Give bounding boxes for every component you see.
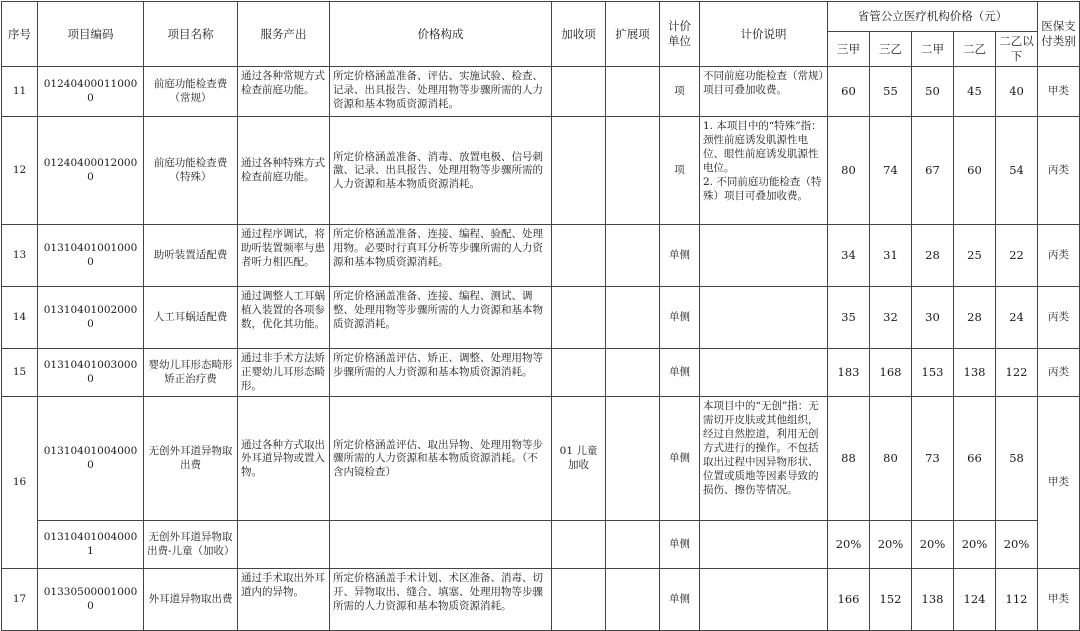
table-row	[2, 569, 1080, 631]
cell-insurance: 丙类	[1038, 349, 1080, 397]
cell-price: 66	[954, 397, 996, 521]
cell-ext	[606, 117, 660, 225]
cell-price: 58	[996, 397, 1038, 521]
cell-name: 人工耳蜗适配费	[144, 287, 238, 349]
cell-price: 80	[828, 117, 870, 225]
cell-price: 166	[828, 569, 870, 631]
cell-price: 20%	[996, 521, 1038, 569]
col-header-price-comp: 价格构成	[330, 2, 552, 67]
cell-surcharge	[552, 349, 606, 397]
cell-insurance: 甲类	[1038, 67, 1080, 117]
header-row	[2, 2, 1080, 32]
table-row	[2, 67, 1080, 117]
cell-output: 通过手术取出外耳道内的异物。	[238, 569, 330, 631]
cell-price-comp	[330, 521, 552, 569]
cell-price: 60	[954, 117, 996, 225]
cell-code: 012404000120000	[38, 117, 144, 225]
cell-surcharge	[552, 117, 606, 225]
cell-price: 34	[828, 225, 870, 287]
cell-code: 013104010010000	[38, 225, 144, 287]
cell-insurance: 丙类	[1038, 225, 1080, 287]
cell-ext	[606, 287, 660, 349]
cell-price: 168	[870, 349, 912, 397]
cell-output: 通过各种常规方式检查前庭功能。	[238, 67, 330, 117]
cell-output: 通过各种方式取出外耳道异物或置入物。	[238, 397, 330, 521]
cell-price: 24	[996, 287, 1038, 349]
cell-surcharge	[552, 569, 606, 631]
tier-header: 三甲	[828, 32, 870, 67]
cell-price-comp: 所定价格涵盖准备、连接、编程、验配、处理用物。必要时行真耳分析等步骤所需的人力资源和基本物质资源消耗。	[330, 225, 552, 287]
cell-price: 25	[954, 225, 996, 287]
cell-unit: 单侧	[660, 569, 700, 631]
cell-desc	[700, 569, 828, 631]
cell-price: 124	[954, 569, 996, 631]
cell-price: 138	[954, 349, 996, 397]
cell-seq: 16	[2, 397, 38, 569]
cell-price-comp: 所定价格涵盖准备、连接、编程、测试、调整、处理用物等步骤所需的人力资源和基本物质资源消耗。	[330, 287, 552, 349]
cell-output: 通过程序调试，将助听装置频率与患者听力相匹配。	[238, 225, 330, 287]
cell-price-comp: 所定价格涵盖手术计划、术区准备、消毒、切开、异物取出、缝合、填塞、处理用物等步骤所需的人力资源和基本物质资源消耗。	[330, 569, 552, 631]
table-row	[2, 225, 1080, 287]
col-header-insurance: 医保支付类别	[1038, 2, 1080, 67]
col-header-ext: 扩展项	[606, 2, 660, 67]
cell-seq: 15	[2, 349, 38, 397]
cell-price: 28	[912, 225, 954, 287]
table-row	[2, 521, 1080, 569]
cell-price: 54	[996, 117, 1038, 225]
cell-ext	[606, 349, 660, 397]
cell-name: 婴幼儿耳形态畸形矫正治疗费	[144, 349, 238, 397]
cell-price: 32	[870, 287, 912, 349]
cell-ext	[606, 67, 660, 117]
cell-desc: 1. 本项目中的“特殊”指：颈性前庭诱发肌源性电位、眼性前庭诱发肌源性电位。 2. 不同前庭功能检查（特殊）项目可叠加收费。	[700, 117, 828, 225]
cell-desc: 不同前庭功能检查（常规）项目可叠加收费。	[700, 67, 828, 117]
cell-price: 20%	[912, 521, 954, 569]
cell-unit: 单侧	[660, 397, 700, 521]
table-row	[2, 287, 1080, 349]
cell-seq: 11	[2, 67, 38, 117]
cell-unit: 单侧	[660, 521, 700, 569]
cell-ext	[606, 521, 660, 569]
cell-ext	[606, 397, 660, 521]
cell-price: 183	[828, 349, 870, 397]
cell-price: 153	[912, 349, 954, 397]
cell-name: 无创外耳道异物取出费	[144, 397, 238, 521]
cell-output: 通过非手术方法矫正婴幼儿耳形态畸形。	[238, 349, 330, 397]
tier-header: 二乙	[954, 32, 996, 67]
cell-desc	[700, 287, 828, 349]
cell-price-comp: 所定价格涵盖准备、消毒、放置电极、信号刺激、记录、出具报告、处理用物等步骤所需的人力资源和基本物质资源消耗。	[330, 117, 552, 225]
cell-desc: 本项目中的“无创”指：无需切开皮肤或其他组织，经过自然腔道，利用无创方式进行的操作。不包括取出过程中因异物形状、位置或质地等因素导致的损伤、擦伤等情况。	[700, 397, 828, 521]
cell-code: 012404000110000	[38, 67, 144, 117]
cell-desc	[700, 349, 828, 397]
col-header-output: 服务产出	[238, 2, 330, 67]
cell-name: 无创外耳道异物取出费-儿童（加收）	[144, 521, 238, 569]
cell-code: 013305000010000	[38, 569, 144, 631]
cell-price: 31	[870, 225, 912, 287]
col-header-surcharge: 加收项	[552, 2, 606, 67]
cell-seq: 17	[2, 569, 38, 631]
tier-header: 二甲	[912, 32, 954, 67]
cell-price: 73	[912, 397, 954, 521]
cell-desc	[700, 521, 828, 569]
cell-price: 122	[996, 349, 1038, 397]
cell-name: 前庭功能检查费（常规）	[144, 67, 238, 117]
tier-header: 二乙以下	[996, 32, 1038, 67]
table-row	[2, 349, 1080, 397]
cell-ext	[606, 225, 660, 287]
tier-header: 三乙	[870, 32, 912, 67]
price-table	[1, 1, 1080, 631]
col-header-desc: 计价说明	[700, 2, 828, 67]
cell-code: 013104010040001	[38, 521, 144, 569]
cell-price-comp: 所定价格涵盖准备、评估、实施试验、检查、记录、出具报告、处理用物等步骤所需的人力资源和基本物质资源消耗。	[330, 67, 552, 117]
cell-price: 138	[912, 569, 954, 631]
cell-insurance: 甲类	[1038, 397, 1080, 569]
cell-name: 外耳道异物取出费	[144, 569, 238, 631]
col-header-unit: 计价单位	[660, 2, 700, 67]
cell-price: 40	[996, 67, 1038, 117]
cell-seq: 14	[2, 287, 38, 349]
cell-unit: 项	[660, 67, 700, 117]
table-row	[2, 117, 1080, 225]
cell-output: 通过调整人工耳蜗植入装置的各项参数，优化其功能。	[238, 287, 330, 349]
cell-insurance: 丙类	[1038, 117, 1080, 225]
cell-price: 67	[912, 117, 954, 225]
cell-seq: 12	[2, 117, 38, 225]
cell-price: 60	[828, 67, 870, 117]
cell-surcharge	[552, 521, 606, 569]
cell-price-comp: 所定价格涵盖评估、矫正、调整、处理用物等步骤所需的人力资源和基本物质资源消耗。	[330, 349, 552, 397]
cell-price: 28	[954, 287, 996, 349]
cell-unit: 项	[660, 117, 700, 225]
cell-price: 88	[828, 397, 870, 521]
cell-price: 35	[828, 287, 870, 349]
cell-code: 013104010020000	[38, 287, 144, 349]
cell-name: 前庭功能检查费（特殊）	[144, 117, 238, 225]
cell-insurance: 丙类	[1038, 287, 1080, 349]
cell-price: 20%	[870, 521, 912, 569]
cell-price-comp: 所定价格涵盖评估、取出异物、处理用物等步骤所需的人力资源和基本物质资源消耗。（不含内镜检查）	[330, 397, 552, 521]
cell-price: 22	[996, 225, 1038, 287]
cell-code: 013104010040000	[38, 397, 144, 521]
cell-insurance: 甲类	[1038, 569, 1080, 631]
col-header-seq: 序号	[2, 2, 38, 67]
cell-code: 013104010030000	[38, 349, 144, 397]
cell-unit: 单侧	[660, 287, 700, 349]
cell-surcharge	[552, 67, 606, 117]
cell-output: 通过各种特殊方式检查前庭功能。	[238, 117, 330, 225]
cell-price: 45	[954, 67, 996, 117]
cell-price: 55	[870, 67, 912, 117]
cell-price: 20%	[828, 521, 870, 569]
cell-price: 50	[912, 67, 954, 117]
col-header-price-group: 省管公立医疗机构价格（元）	[828, 2, 1038, 32]
cell-price: 80	[870, 397, 912, 521]
col-header-name: 项目名称	[144, 2, 238, 67]
cell-output	[238, 521, 330, 569]
cell-price: 20%	[954, 521, 996, 569]
col-header-code: 项目编码	[38, 2, 144, 67]
cell-price: 30	[912, 287, 954, 349]
cell-unit: 单侧	[660, 349, 700, 397]
cell-price: 112	[996, 569, 1038, 631]
cell-price: 152	[870, 569, 912, 631]
cell-surcharge: 01 儿童加收	[552, 397, 606, 521]
cell-price: 74	[870, 117, 912, 225]
cell-surcharge	[552, 225, 606, 287]
cell-seq: 13	[2, 225, 38, 287]
cell-ext	[606, 569, 660, 631]
table-row	[2, 397, 1080, 521]
cell-name: 助听装置适配费	[144, 225, 238, 287]
cell-unit: 单侧	[660, 225, 700, 287]
cell-surcharge	[552, 287, 606, 349]
cell-desc	[700, 225, 828, 287]
